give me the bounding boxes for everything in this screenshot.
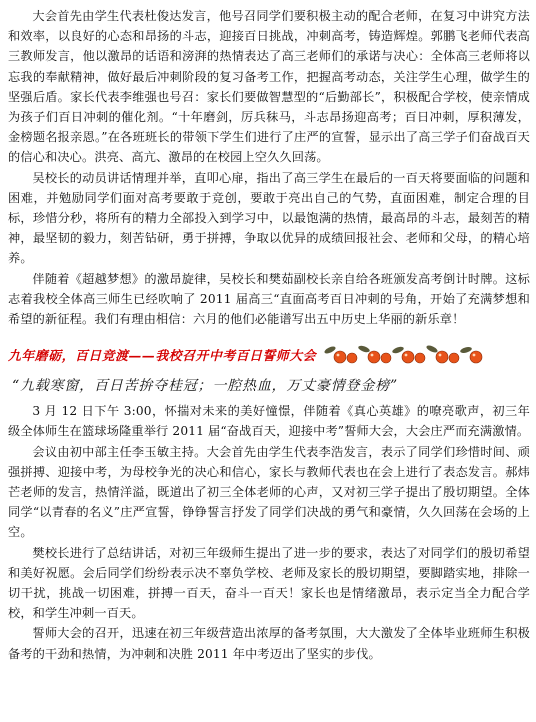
paragraph: 3 月 12 日下午 3:00，怀揣对未来的美好憧憬，伴随着《真心英雄》的嘹亮歌声，初三年级全体师生在篮球场隆重举行 2011 届“奋战百天，迎接中考”誓师大会，大会庄严而充满激情。 — [8, 404, 530, 439]
poem-line: “九载寒窗，百日苦拚夺桂冠；一腔热血，万丈豪情登金榜” — [12, 378, 398, 395]
paragraph: 大会首先由学生代表杜俊达发言，他号召同学们要积极主动的配合老师，在复习中讲究方法和效率，以良好的心态和昂扬的斗志，迎接百日挑战，冲刺高考，铸造辉煌。郭鹏飞老师代表高三教师发言，他以激昂的话语和滂湃的热情表达了高三老师们的承诺与决心：全体高三老师将以忘我的奉献精神，做好最后冲刺阶段的复习备考工作，把握高考动态，关注学生心理，做学生的坚强后盾。家长代表李维强也号召：家长们要做智慧型的“后勤部长”，积极配合学校，使亲情成为孩子们百日冲刺的催化剂。“十年磨剑，厉兵秣马，斗志昂扬迎高考；百日冲刺，厚积薄发，金榜题名报亲恩。”在各班班长的带领下学生们进行了庄严的宣誓，显示出了高三学子们奋战百天的信心和决心。洪亮、高亢、激昂的在校园上空久久回荡。 — [8, 9, 530, 165]
document-page — [8, 6, 530, 664]
paragraph: 吴校长的动员讲话情理并举，直叩心扉，指出了高三学生在最后的一百天将要面临的问题和困难，并勉励同学们面对高考要敢于竞创，要敢于亮出自己的气势，直面困难，制定合理的目标，珍惜分秒，将所有的精力全部投入到学习中，以最饱满的热情，最高昂的斗志，最刻苦的精神，最坚韧的毅力，刻苦钻研，勇于拼搏，争取以优异的成绩回报社会、老师和父母，的精心培养。 — [8, 170, 530, 266]
paragraph: 樊校长进行了总结讲话，对初三年级师生提出了进一步的要求，表达了对同学们的殷切希望和美好祝愿。会后同学们纷纷表示决不辜负学校、老师及家长的殷切期望，要脚踏实地，排除一切干扰，挑战一切困难，拼搏一百天，奋斗一百天！家长也是情绪激昂，表示定当全力配合学校，和学生冲刺一百天。 — [8, 545, 530, 621]
paragraph: 会议由初中部主任李玉敏主持。大会首先由学生代表李浩发言，表示了同学们珍惜时间、顽强拼搏、迎接中考，为母校争光的决心和信心，家长与教师代表也在会上进行了表态发言。郝炜芒老师的发言，热情洋溢，既道出了初三全体老师的心声，又对初三学子提出了殷切期望。全体同学“以青春的名义”庄严宣誓，铮铮誓言抒发了同学们决战的勇气和豪情，久久回荡在会场的上空。 — [8, 444, 530, 540]
section-heading-row — [8, 339, 530, 369]
paragraph: 伴随着《超越梦想》的激昂旋律，吴校长和樊茹副校长亲自给各班颁发高考倒计时牌。这标志着我校全体高三师生已经吹响了 2011 届高三“直面高考百日冲刺的号角，开始了充满梦想和希望的新征程。我们有理由相信：六月的他们必能谱写出五中历史上华丽的新乐章！ — [8, 271, 530, 327]
berries-ornament-icon — [320, 341, 490, 367]
paragraph: 誓师大会的召开，迅速在初三年级营造出浓厚的备考氛围，大大激发了全体毕业班师生积极备考的干劲和热情，为冲刺和决胜 2011 年中考迈出了坚实的步伐。 — [8, 626, 530, 661]
section-heading: 九年磨砺，百日竞渡——我校召开中考百日誓师大会 — [8, 348, 317, 364]
